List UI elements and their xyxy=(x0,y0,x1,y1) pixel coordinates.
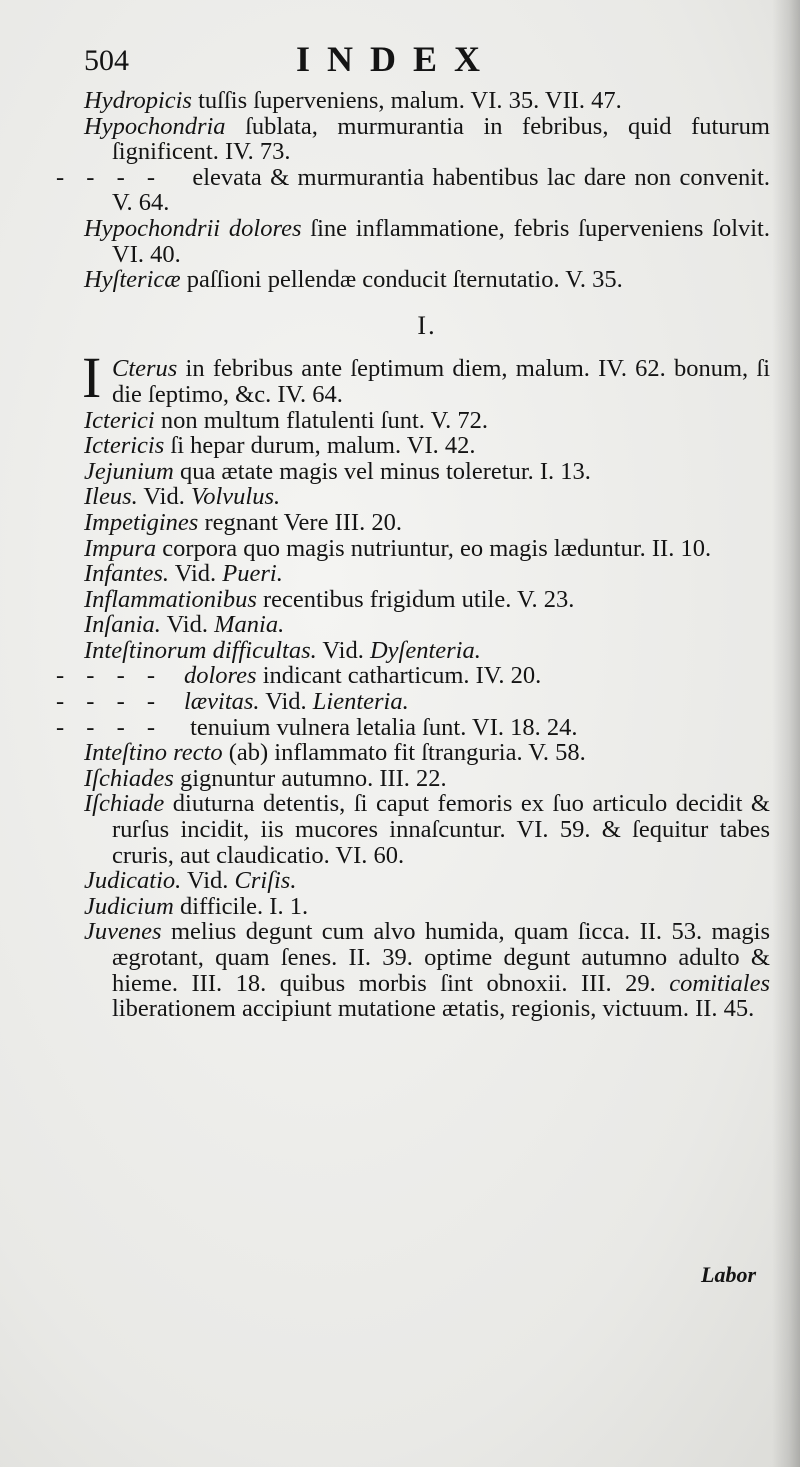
entry-lemma: Inteſtinorum difficultas. xyxy=(84,636,317,664)
catchword: Labor xyxy=(701,1262,756,1287)
cross-reference: Criſis. xyxy=(234,867,297,895)
index-subentry xyxy=(56,688,770,716)
entry-text: ſublata, murmurantia in febribus, quid futurum ſignificent. IV. 73. xyxy=(112,112,770,166)
entry-lemma: Inſania. xyxy=(84,611,161,639)
entry-lemma: Impetigines xyxy=(84,508,199,536)
entry-lemma: Inflammationibus xyxy=(84,585,257,613)
entry-text: gignuntur autumno. III. 22. xyxy=(173,764,447,792)
entry-text: tenuium vulnera letalia ſunt. VI. 18. 24. xyxy=(184,713,578,741)
entry-lemma: Judicium xyxy=(84,892,174,920)
entry-text-continued: liberationem accipiunt mutatione ætatis, regionis, victuum. II. 45. xyxy=(112,995,755,1023)
cross-reference: Pueri. xyxy=(222,560,283,588)
entry-text: ſi hepar durum, malum. VI. 42. xyxy=(164,432,476,460)
entry-lemma: Hyſtericæ xyxy=(84,266,181,294)
index-entry xyxy=(84,791,770,868)
index-entry xyxy=(84,408,770,434)
entry-text: paſſioni pellendæ conducit ſternutatio. V. 35. xyxy=(180,266,623,294)
entry-text: Vid. xyxy=(259,688,313,716)
ditto-dashes: - - - - xyxy=(56,163,164,191)
entry-lemma: Ileus. xyxy=(84,483,138,511)
cross-reference: Lienteria. xyxy=(312,688,409,716)
index-entry xyxy=(84,484,770,510)
entry-lemma: Iſchiades xyxy=(84,764,174,792)
index-entry xyxy=(84,638,770,664)
ditto-dashes: - - - - xyxy=(56,688,164,716)
drop-cap: I xyxy=(82,345,102,411)
index-entry xyxy=(84,894,770,920)
index-entry xyxy=(84,561,770,587)
running-head: INDEX xyxy=(296,39,498,79)
entry-text: melius degunt cum alvo humida, quam ſicca. II. 53. magis ægrotant, quam ſenes. II. 39. optime degunt autumno adulto & hieme. III. 18. quibus morbis ſint obnoxii. III. 29. xyxy=(112,918,770,997)
entry-text: elevata & murmurantia habentibus lac dare non convenit. V. 64. xyxy=(112,163,770,217)
entry-text: diuturna detentis, ſi caput femoris ex ſuo articulo decidit & rurſus incidit, iis mucores innaſcuntur. VI. 59. & ſequitur tabes cruris, aut claudicatio. VI. 60. xyxy=(112,790,770,869)
entry-text: regnant Vere III. 20. xyxy=(198,508,402,536)
entry-lemma: Cterus xyxy=(112,355,178,383)
entry-text: in febribus ante ſeptimum diem, malum. IV. 62. bonum, ſi die ſeptimo, &c. IV. 64. xyxy=(112,355,770,408)
index-entry xyxy=(84,766,770,792)
ditto-dashes: - - - - xyxy=(56,662,164,690)
cross-reference: Dyſenteria. xyxy=(369,636,481,664)
index-subentry xyxy=(56,662,770,690)
index-entry xyxy=(84,216,770,267)
entry-italic-term: comitiales xyxy=(669,969,770,997)
entry-text: recentibus frigidum utile. V. 23. xyxy=(256,585,575,613)
index-entry xyxy=(84,88,770,114)
entry-text: tuſſis ſuperveniens, malum. VI. 35. VII. 47. xyxy=(191,87,622,114)
entry-lemma: dolores xyxy=(184,662,257,690)
index-entry xyxy=(84,433,770,459)
page-header xyxy=(84,34,554,84)
entry-lemma: Icterici xyxy=(84,406,155,434)
index-entry xyxy=(84,267,770,293)
index-subentry xyxy=(56,713,770,741)
entry-lemma: Ictericis xyxy=(84,432,165,460)
index-entry xyxy=(84,510,770,536)
entry-text: (ab) inflammato fit ſtranguria. V. 58. xyxy=(222,739,586,767)
entry-text: corpora quo magis nutriuntur, eo magis læduntur. II. 10. xyxy=(156,534,712,562)
entry-text: Vid. xyxy=(137,483,191,511)
entry-lemma: Infantes. xyxy=(84,560,170,588)
index-entry-first xyxy=(82,345,770,411)
index-entry xyxy=(84,536,770,562)
entry-text: Vid. xyxy=(160,611,215,639)
entry-lemma: lævitas. xyxy=(184,688,260,716)
index-entry xyxy=(84,459,770,485)
entry-text: qua ætate magis vel minus toleretur. I. 13. xyxy=(173,457,591,485)
page-number: 504 xyxy=(84,44,129,77)
entry-lemma: Hypochondria xyxy=(84,112,226,140)
entry-text: indicant catharticum. IV. 20. xyxy=(256,662,542,690)
index-entry xyxy=(84,919,770,1021)
entry-lemma: Hypochondrii dolores xyxy=(84,214,302,242)
index-entry xyxy=(84,740,770,766)
index-entry xyxy=(84,868,770,894)
entry-text: ſine inflammatione, febris ſuperveniens ſolvit. VI. 40. xyxy=(112,214,770,268)
cross-reference: Volvulus. xyxy=(190,483,281,511)
entry-lemma: Juvenes xyxy=(84,918,162,946)
index-entry xyxy=(84,587,770,613)
cross-reference: Mania. xyxy=(214,611,285,639)
entry-lemma: Impura xyxy=(84,534,157,562)
index-entries xyxy=(56,87,770,1023)
page-edge-shadow xyxy=(772,0,800,1467)
entry-text: Vid. xyxy=(181,867,235,895)
index-entry xyxy=(84,612,770,638)
entry-lemma: Judicatio. xyxy=(84,867,182,895)
entry-text: Vid. xyxy=(316,636,370,664)
entry-lemma: Jejunium xyxy=(84,457,174,485)
section-letter: I. xyxy=(417,310,437,340)
entry-text: Vid. xyxy=(169,560,223,588)
ditto-dashes: - - - - xyxy=(56,713,164,741)
index-entry xyxy=(84,114,770,165)
entry-lemma: Hydropicis xyxy=(84,87,192,114)
index-subentry xyxy=(56,163,770,217)
entry-text: non multum flatulenti ſunt. V. 72. xyxy=(154,406,489,434)
entry-lemma: Iſchiade xyxy=(84,790,165,818)
entry-text: difficile. I. 1. xyxy=(173,892,309,920)
entry-lemma: Inteſtino recto xyxy=(84,739,223,767)
